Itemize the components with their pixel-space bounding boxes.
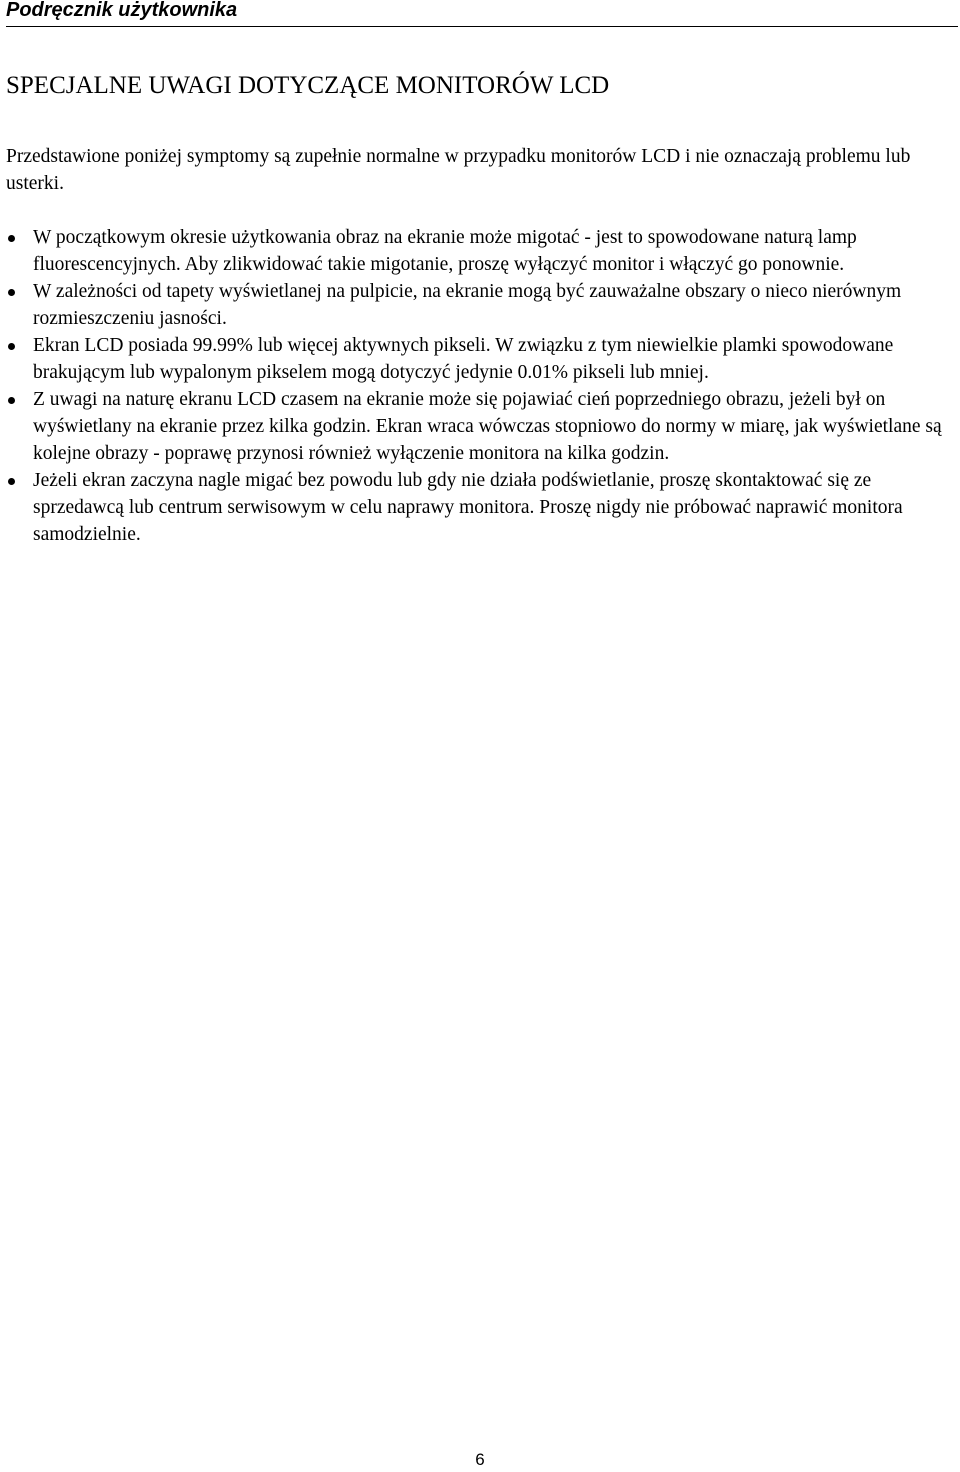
bullet-icon [8, 235, 15, 242]
symptom-list [0, 224, 960, 548]
list-item [0, 278, 953, 332]
list-item [0, 224, 953, 278]
list-item-text: W zależności od tapety wyświetlanej na pulpicie, na ekranie mogą być zauważalne obszary o nieco nierównym rozmieszczeniu jasności. [33, 281, 902, 329]
intro-paragraph: Przedstawione poniżej symptomy są zupełnie normalne w przypadku monitorów LCD i nie oznaczają problemu lub usterki. [6, 146, 911, 194]
list-item [0, 467, 953, 548]
list-item [0, 386, 953, 467]
list-item-text: Ekran LCD posiada 99.99% lub więcej aktywnych pikseli. W związku z tym niewielkie plamki spowodowane brakującym lub wypalonym pikselem mogą dotyczyć jedynie 0.01% pikseli lub mniej. [33, 335, 894, 383]
section-heading: SPECJALNE UWAGI DOTYCZĄCE MONITORÓW LCD [6, 72, 610, 99]
list-item-text: W początkowym okresie użytkowania obraz na ekranie może migotać - jest to spowodowane naturą lamp fluorescencyjnych. Aby zlikwidować takie migotanie, proszę wyłączyć monitor i włączyć go ponownie. [33, 227, 857, 275]
manual-title: Podręcznik użytkownika [6, 0, 238, 21]
list-item-text: Jeżeli ekran zaczyna nagle migać bez powodu lub gdy nie działa podświetlanie, proszę skontaktować się ze sprzedawcą lub centrum serwisowym w celu naprawy monitora. Proszę nigdy nie próbować naprawić monitora samodzielnie. [33, 470, 903, 545]
bullet-icon [8, 343, 15, 350]
bullet-icon [8, 478, 15, 485]
page-number: 6 [475, 1450, 485, 1469]
bullet-icon [8, 397, 15, 404]
page-header [6, 0, 958, 27]
bullet-icon [8, 289, 15, 296]
list-item-text: Z uwagi na naturę ekranu LCD czasem na ekranie może się pojawiać cień poprzedniego obrazu, jeżeli był on wyświetlany na ekranie przez kilka godzin. Ekran wraca wówczas stopniowo do normy w miarę, jak wyświetlane są kolejne obrazy - poprawę przynosi również wyłączenie monitora na kilka godzin. [33, 389, 942, 464]
list-item [0, 332, 953, 386]
